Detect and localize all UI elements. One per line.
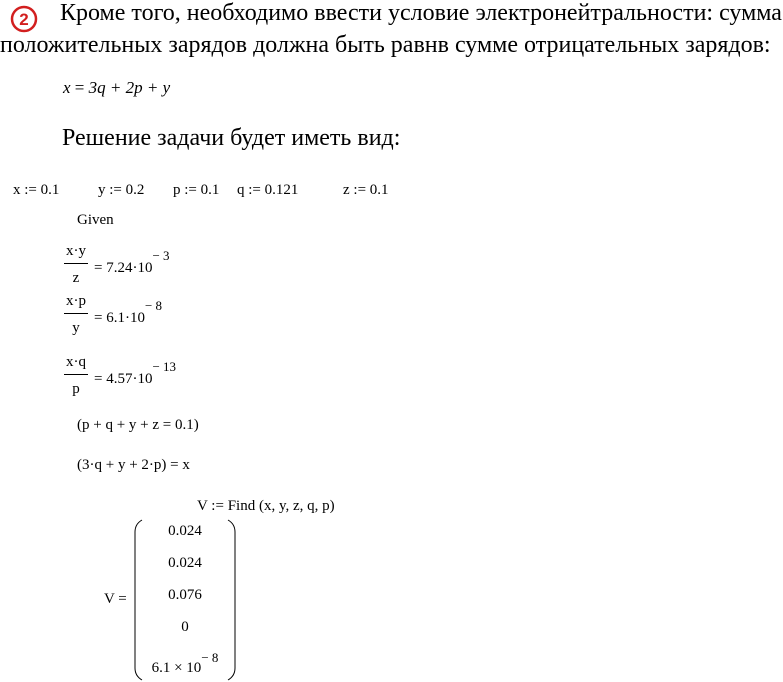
intro-line-1: Кроме того, необходимо ввести условие электронейтральности: сумма bbox=[60, 0, 782, 26]
fraction-exponent: − 8 bbox=[144, 297, 163, 313]
vector-exponent: − 8 bbox=[201, 650, 219, 665]
fraction-exponent: − 3 bbox=[152, 247, 170, 263]
constraint-neutrality: (3·q + y + 2·p) = x bbox=[77, 457, 190, 473]
constraint-sum: (p + q + y + z = 0.1) bbox=[77, 417, 199, 433]
equation-lhs: x bbox=[63, 78, 71, 97]
vector-element: 0.076 bbox=[168, 587, 202, 603]
vector-element-last: $6.1 \times 10^{- 8}$ bbox=[151, 650, 219, 676]
fraction-xq-over-p bbox=[64, 354, 176, 397]
result-vector bbox=[132, 518, 238, 682]
vector-element: 0.024 bbox=[168, 555, 202, 571]
number-2-badge-icon bbox=[10, 5, 38, 33]
fraction-exponent: − 13 bbox=[152, 358, 177, 374]
fraction-denominator: z bbox=[72, 270, 80, 286]
vector-element: 0 bbox=[181, 619, 189, 635]
find-statement: V := Find (x, y, z, q, p) bbox=[197, 498, 335, 514]
assign-x: x := 0.1 bbox=[13, 182, 60, 198]
assign-p: p := 0.1 bbox=[173, 182, 220, 198]
fraction-result: = $4.57\cdot 10^{- 13}$ bbox=[94, 358, 177, 387]
fraction-denominator: p bbox=[72, 381, 80, 397]
assign-q: q := 0.121 bbox=[237, 182, 299, 198]
equation-rhs: 3q + 2p + y bbox=[88, 78, 171, 97]
assign-y: y := 0.2 bbox=[98, 182, 145, 198]
given-keyword: Given bbox=[77, 212, 114, 228]
fraction-numerator: x·y bbox=[64, 243, 88, 264]
fraction-xp-over-y bbox=[64, 293, 162, 336]
fraction-numerator: x·p bbox=[64, 293, 88, 314]
fraction-xy-over-z bbox=[64, 243, 170, 286]
equation-equals: = bbox=[74, 78, 85, 97]
vector-element: 0.024 bbox=[168, 523, 202, 539]
fraction-numerator: x·q bbox=[64, 354, 88, 375]
badge-number: 2 bbox=[19, 10, 29, 29]
fraction-denominator: y bbox=[72, 320, 80, 336]
equation bbox=[63, 78, 170, 98]
solution-heading: Решение задачи будет иметь вид: bbox=[62, 125, 401, 151]
vector-label: V = bbox=[104, 591, 127, 607]
assign-z: z := 0.1 bbox=[343, 182, 389, 198]
intro-line-2: положительных зарядов должна быть равнв сумме отрицательных зарядов: bbox=[0, 32, 771, 58]
fraction-result: = $7.24\cdot 10^{- 3}$ bbox=[94, 247, 170, 276]
fraction-result: = $6.1\cdot 10^{- 8}$ bbox=[94, 297, 163, 326]
